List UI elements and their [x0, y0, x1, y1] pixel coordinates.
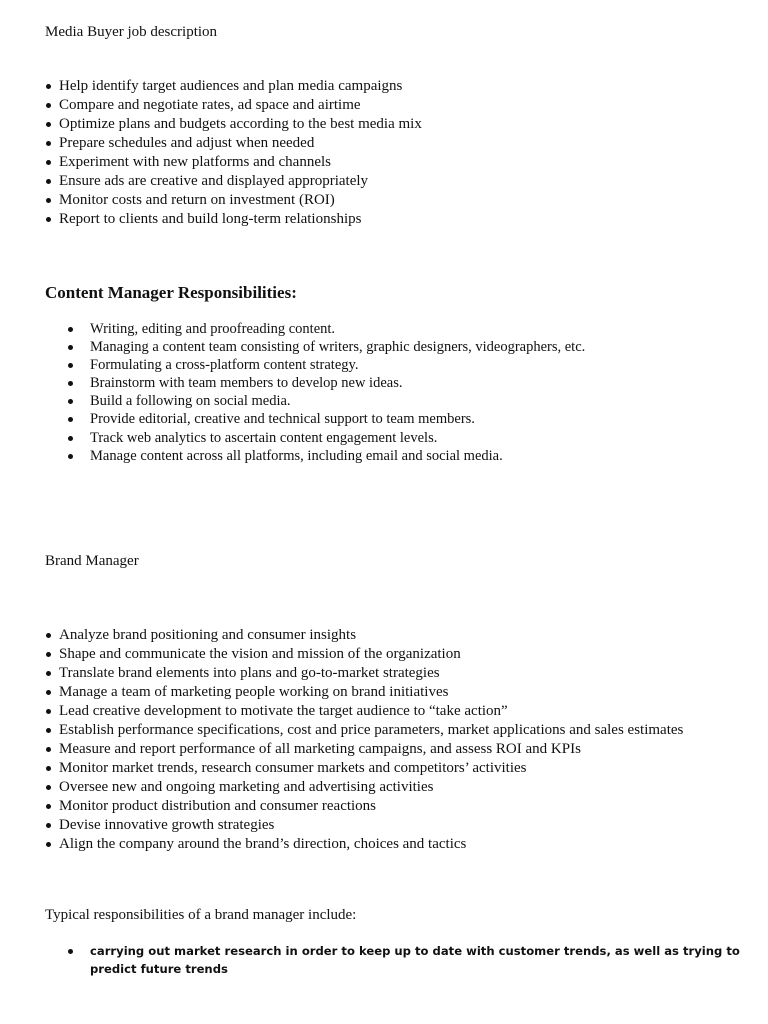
list-item: Monitor market trends, research consumer markets and competitors’ activities	[59, 759, 683, 778]
list-item: Analyze brand positioning and consumer insights	[59, 626, 683, 645]
list-item: Track web analytics to ascertain content engagement levels.	[90, 429, 585, 447]
list-item: Help identify target audiences and plan media campaigns	[59, 77, 422, 96]
list-item: Brainstorm with team members to develop new ideas.	[90, 374, 585, 392]
list-item: Manage content across all platforms, including email and social media.	[90, 447, 585, 465]
content-manager-list	[90, 320, 585, 465]
list-item: Managing a content team consisting of writers, graphic designers, videographers, etc.	[90, 339, 586, 356]
list-item: Compare and negotiate rates, ad space and airtime	[59, 96, 422, 115]
typical-responsibilities-title: Typical responsibilities of a brand manager include:	[45, 907, 357, 923]
brand-manager-title: Brand Manager	[45, 553, 139, 569]
media-buyer-list	[59, 77, 422, 229]
list-item: Manage a team of marketing people working on brand initiatives	[59, 683, 683, 702]
list-item: Measure and report performance of all marketing campaigns, and assess ROI and KPIs	[59, 740, 683, 759]
list-item: carrying out market research in order to keep up to date with customer trends, as well as trying to predict future trends	[90, 944, 740, 976]
list-item: Monitor product distribution and consumer reactions	[59, 797, 683, 816]
content-manager-heading: Content Manager Responsibilities:	[45, 283, 297, 302]
list-item: Optimize plans and budgets according to the best media mix	[59, 116, 422, 132]
media-buyer-title: Media Buyer job description	[45, 24, 218, 40]
list-item: Prepare schedules and adjust when needed	[59, 134, 422, 153]
list-item: Establish performance specifications, cost and price parameters, market applications and sales estimates	[59, 722, 684, 738]
list-item: Devise innovative growth strategies	[59, 816, 683, 835]
list-item: Lead creative development to motivate the target audience to “take action”	[59, 702, 683, 721]
list-item: Ensure ads are creative and displayed appropriately	[59, 172, 422, 191]
list-item: Build a following on social media.	[90, 392, 585, 410]
list-item: Oversee new and ongoing marketing and advertising activities	[59, 778, 683, 797]
list-item: Experiment with new platforms and channels	[59, 153, 422, 172]
list-item: Writing, editing and proofreading content.	[90, 320, 585, 338]
list-item: Provide editorial, creative and technical support to team members.	[90, 410, 585, 428]
list-item: Report to clients and build long-term relationships	[59, 210, 422, 229]
typical-responsibilities-list	[90, 942, 740, 978]
list-item: Align the company around the brand’s direction, choices and tactics	[59, 835, 683, 854]
list-item: Translate brand elements into plans and go-to-market strategies	[59, 664, 683, 683]
list-item: Shape and communicate the vision and mission of the organization	[59, 645, 683, 664]
list-item: Formulating a cross-platform content strategy.	[90, 356, 585, 374]
brand-manager-list	[59, 626, 683, 854]
list-item: Monitor costs and return on investment (ROI)	[59, 191, 422, 210]
